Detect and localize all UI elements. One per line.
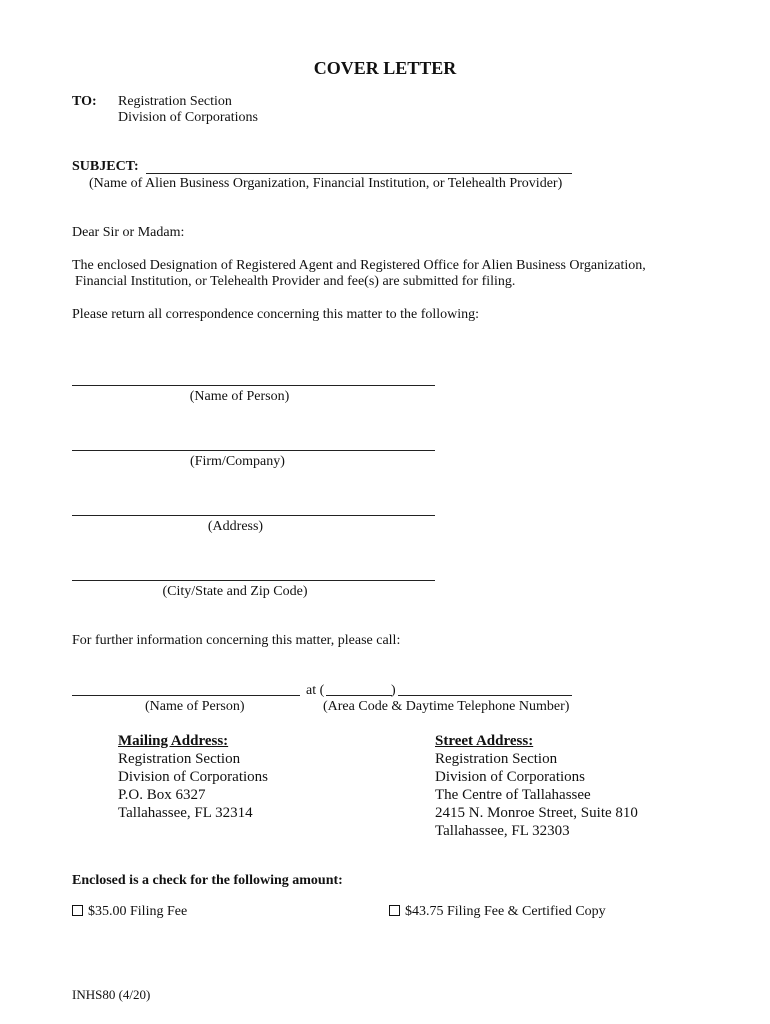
- street-address-line: Division of Corporations: [435, 769, 585, 785]
- area-code-field-line[interactable]: [326, 695, 392, 696]
- checkbox-icon[interactable]: [72, 905, 83, 916]
- address-caption: (Address): [207, 519, 264, 534]
- fee-option-43-75-label: $43.75 Filing Fee & Certified Copy: [405, 904, 606, 919]
- body-para1-line1: The enclosed Designation of Registered Agent and Registered Office for Alien Business Organization,: [72, 258, 646, 273]
- to-line-2: Division of Corporations: [118, 110, 258, 125]
- mailing-address-line: Tallahassee, FL 32314: [118, 805, 253, 821]
- checkbox-icon[interactable]: [389, 905, 400, 916]
- mailing-address-heading: Mailing Address:: [118, 733, 229, 749]
- street-address-line: The Centre of Tallahassee: [435, 787, 591, 803]
- enclosed-heading: Enclosed is a check for the following amount:: [72, 873, 343, 888]
- contact-phone-caption: (Area Code & Daytime Telephone Number): [323, 699, 570, 714]
- phone-number-field-line[interactable]: [398, 695, 572, 696]
- contact-name-field-line[interactable]: [72, 695, 300, 696]
- document-title: COVER LETTER: [313, 58, 457, 78]
- to-line-1: Registration Section: [118, 94, 232, 109]
- salutation: Dear Sir or Madam:: [72, 225, 185, 240]
- mailing-address-line: Registration Section: [118, 751, 241, 767]
- subject-caption: (Name of Alien Business Organization, Financial Institution, or Telehealth Provider): [89, 176, 563, 191]
- fee-option-43-75[interactable]: [389, 904, 606, 920]
- subject-field-line[interactable]: [146, 173, 572, 174]
- street-address-heading: Street Address:: [435, 733, 534, 749]
- contact-close-paren: ): [391, 683, 396, 698]
- contact-intro: For further information concerning this matter, please call:: [72, 633, 401, 648]
- mailing-address-line: Division of Corporations: [118, 769, 268, 785]
- street-address-line: 2415 N. Monroe Street, Suite 810: [435, 805, 638, 821]
- body-para1-line2: Financial Institution, or Telehealth Provider and fee(s) are submitted for filing.: [75, 274, 516, 289]
- street-address-line: Tallahassee, FL 32303: [435, 823, 570, 839]
- firm-company-caption: (Firm/Company): [190, 454, 285, 469]
- city-state-zip-field-line[interactable]: [72, 580, 435, 581]
- firm-company-field-line[interactable]: [72, 450, 435, 451]
- address-field-line[interactable]: [72, 515, 435, 516]
- city-state-zip-caption: (City/State and Zip Code): [162, 584, 308, 599]
- to-label: TO:: [72, 94, 97, 109]
- street-address-line: Registration Section: [435, 751, 558, 767]
- fee-option-35-label: $35.00 Filing Fee: [88, 904, 188, 919]
- name-of-person-caption: (Name of Person): [189, 389, 290, 404]
- name-of-person-field-line[interactable]: [72, 385, 435, 386]
- body-para2: Please return all correspondence concerning this matter to the following:: [72, 307, 480, 322]
- contact-at-text: at (: [306, 683, 325, 698]
- contact-name-caption: (Name of Person): [145, 699, 245, 714]
- fee-option-35[interactable]: [72, 904, 187, 920]
- subject-label: SUBJECT:: [72, 159, 139, 174]
- form-id: INHS80 (4/20): [72, 987, 151, 1002]
- mailing-address-line: P.O. Box 6327: [118, 787, 206, 803]
